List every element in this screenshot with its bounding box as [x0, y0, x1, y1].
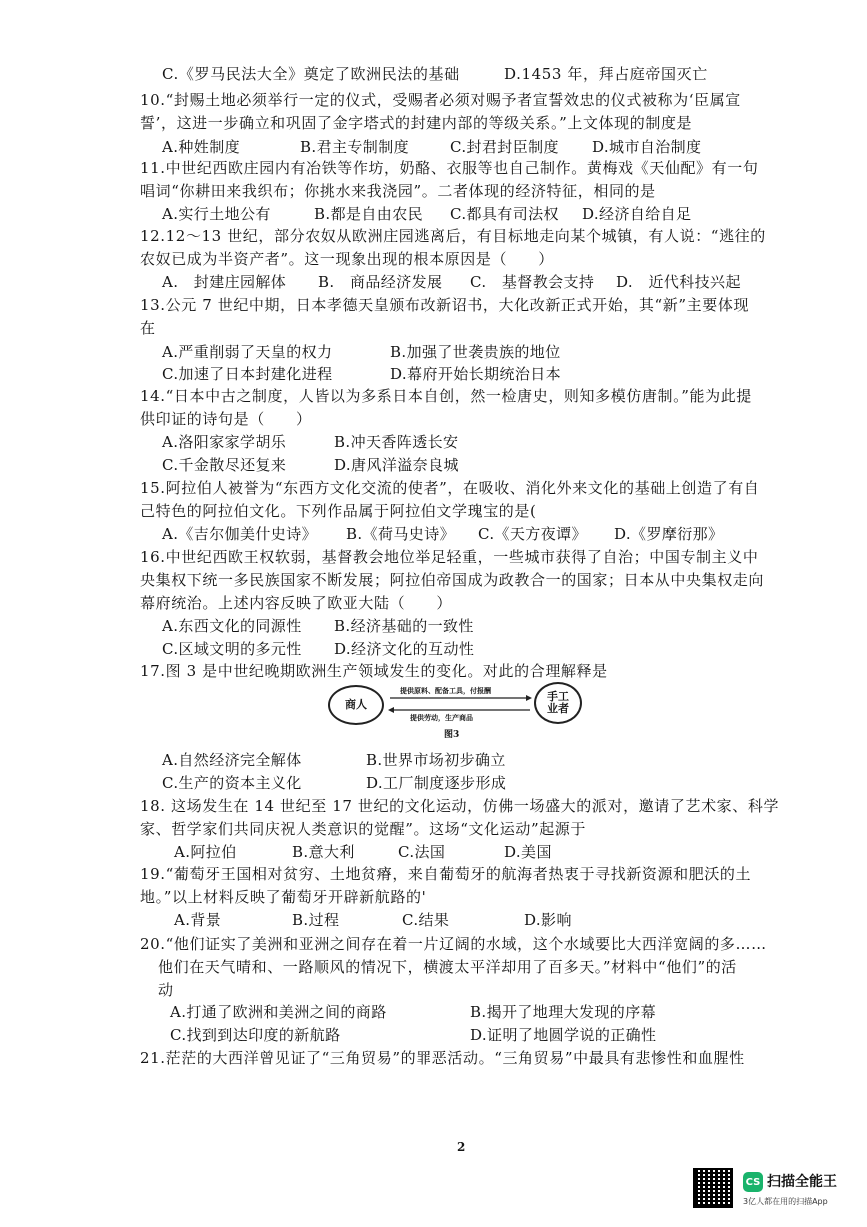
- q15-option-a: A.《吉尔伽美什史诗》: [162, 525, 318, 543]
- q16-option-a: A.东西文化的同源性: [162, 617, 302, 635]
- q19-option-b: B.过程: [292, 911, 340, 929]
- q10-option-b: B.君主专制制度: [300, 138, 409, 156]
- q12-stem-1: 12.12～13 世纪，部分农奴从欧洲庄园逃离后，有目标地走向某个城镇，有人说：“逃往的: [140, 227, 766, 245]
- qr-code-icon: [693, 1168, 733, 1208]
- artisan-node: 手工业者: [534, 682, 582, 724]
- q18-option-d: D.美国: [504, 843, 552, 861]
- q12-option-a: A. 封建庄园解体: [162, 273, 287, 291]
- page-number: 2: [457, 1140, 466, 1154]
- q13-option-a: A.严重削弱了天皇的权力: [162, 343, 333, 361]
- q18-option-a: A.阿拉伯: [174, 843, 237, 861]
- q11-stem-1: 11.中世纪西欧庄园内有冶铁等作坊，奶酪、衣服等也自己制作。黄梅戏《天仙配》有一句: [140, 159, 759, 177]
- q12-stem-2: 农奴已成为半资产者”。这一现象出现的根本原因是（ ）: [140, 250, 554, 268]
- watermark-slogan: 3亿人都在用的扫描App: [743, 1197, 828, 1206]
- q15-option-d: D.《罗摩衍那》: [614, 525, 724, 543]
- q19-option-a: A.背景: [174, 911, 222, 929]
- camscanner-logo-icon: CS: [743, 1172, 763, 1192]
- q10-option-c: C.封君封臣制度: [450, 138, 559, 156]
- q20-option-c: C.找到到达印度的新航路: [170, 1026, 341, 1044]
- q16-option-d: D.经济文化的互动性: [334, 640, 475, 658]
- q20-option-a: A.打通了欧洲和美洲之间的商路: [170, 1003, 387, 1021]
- q12-option-d: D. 近代科技兴起: [616, 273, 741, 291]
- q20-option-b: B.揭开了地理大发现的序幕: [470, 1003, 656, 1021]
- q13-stem-2: 在: [140, 319, 156, 337]
- q21-stem-1: 21.茫茫的大西洋曾见证了“三角贸易”的罪恶活动。“三角贸易”中最具有悲惨性和血腥性: [140, 1049, 745, 1067]
- q20-stem-1: 20.“他们证实了美洲和亚洲之间存在着一片辽阔的水域，这个水域要比大西洋宽阔的多……: [140, 935, 767, 953]
- q19-option-c: C.结果: [402, 911, 450, 929]
- q16-stem-1: 16.中世纪西欧王权软弱，基督教会地位举足轻重，一些城市获得了自治；中国专制主义中: [140, 548, 759, 566]
- q19-option-d: D.影响: [524, 911, 572, 929]
- q14-stem-2: 供印证的诗句是（ ）: [140, 410, 312, 428]
- q12-option-b: B. 商品经济发展: [318, 273, 443, 291]
- q15-stem-2: 己特色的阿拉伯文化。下列作品属于阿拉伯文学瑰宝的是(: [140, 502, 537, 520]
- q16-stem-2: 央集权下统一多民族国家不断发展；阿拉伯帝国成为政教合一的国家；日本从中央集权走向: [140, 571, 765, 589]
- q9-option-c: C.《罗马民法大全》奠定了欧洲民法的基础: [162, 65, 460, 83]
- q19-stem-1: 19.“葡萄牙王国相对贫穷、土地贫瘠，来自葡萄牙的航海者热衷于寻找新资源和肥沃的土: [140, 865, 752, 883]
- q13-option-d: D.幕府开始长期统治日本: [390, 365, 562, 383]
- q16-option-c: C.区域文明的多元性: [162, 640, 302, 658]
- q12-option-c: C. 基督教会支持: [470, 273, 595, 291]
- q17-option-b: B.世界市场初步确立: [366, 751, 506, 769]
- merchant-node: 商人: [328, 685, 384, 725]
- q13-stem-1: 13.公元 7 世纪中期，日本孝德天皇颁布改新诏书，大化改新正式开始，其“新”主要体现: [140, 296, 750, 314]
- q20-option-d: D.证明了地圆学说的正确性: [470, 1026, 657, 1044]
- figure-caption: 图3: [444, 730, 460, 740]
- q19-stem-2: 地。”以上材料反映了葡萄牙开辟新航路的': [140, 888, 427, 906]
- q10-stem-1: 10.“封赐土地必须举行一定的仪式，受赐者必须对赐予者宣誓效忠的仪式被称为‘臣属宣: [140, 91, 741, 109]
- q9-option-d: D.1453 年，拜占庭帝国灭亡: [504, 65, 708, 83]
- scanner-watermark: [693, 1168, 853, 1216]
- q14-option-c: C.千金散尽还复来: [162, 456, 287, 474]
- q10-stem-2: 誓’，这进一步确立和巩固了金字塔式的封建内部的等级关系。”上文体现的制度是: [140, 114, 693, 132]
- q16-stem-3: 幕府统治。上述内容反映了欧亚大陆（ ）: [140, 594, 453, 612]
- q20-stem-3: 动: [158, 981, 174, 999]
- q18-option-b: B.意大利: [292, 843, 355, 861]
- q13-option-b: B.加强了世袭贵族的地位: [390, 343, 561, 361]
- q20-stem-2: 他们在天气晴和、一路顺风的情况下，横渡太平洋却用了百多天。”材料中“他们”的活: [158, 958, 737, 976]
- q11-stem-2: 唱词“你耕田来我织布；你挑水来我浇园”。二者体现的经济特征，相同的是: [140, 182, 656, 200]
- q14-stem-1: 14.“日本中古之制度，人皆以为多系日本自创，然一检唐史，则知多模仿唐制。”能为此提: [140, 387, 752, 405]
- q17-option-d: D.工厂制度逐步形成: [366, 774, 507, 792]
- top-arrow-label: 提供原料、配备工具，付报酬: [400, 686, 491, 695]
- q15-option-b: B.《荷马史诗》: [346, 525, 455, 543]
- q14-option-d: D.唐风洋溢奈良城: [334, 456, 459, 474]
- q11-option-d: D.经济自给自足: [582, 205, 692, 223]
- q10-option-a: A.种姓制度: [162, 138, 241, 156]
- q11-option-c: C.都具有司法权: [450, 205, 559, 223]
- figure-3: [322, 680, 588, 740]
- watermark-brand: 扫描全能王: [767, 1174, 837, 1190]
- q14-option-b: B.冲天香阵透长安: [334, 433, 459, 451]
- q14-option-a: A.洛阳家家学胡乐: [162, 433, 287, 451]
- q15-stem-1: 15.阿拉伯人被誉为“东西方文化交流的使者”，在吸收、消化外来文化的基础上创造了有自: [140, 479, 760, 497]
- q15-option-c: C.《天方夜谭》: [478, 525, 587, 543]
- q13-option-c: C.加速了日本封建化进程: [162, 365, 333, 383]
- q18-stem-2: 家、哲学家们共同庆祝人类意识的觉醒”。这场“文化运动”起源于: [140, 820, 587, 838]
- q18-stem-1: 18. 这场发生在 14 世纪至 17 世纪的文化运动，仿佛一场盛大的派对，邀请了艺术家、科学: [140, 797, 780, 815]
- q11-option-a: A.实行土地公有: [162, 205, 271, 223]
- q17-option-a: A.自然经济完全解体: [162, 751, 302, 769]
- q16-option-b: B.经济基础的一致性: [334, 617, 474, 635]
- q18-option-c: C.法国: [398, 843, 446, 861]
- q11-option-b: B.都是自由农民: [314, 205, 423, 223]
- q17-option-c: C.生产的资本主义化: [162, 774, 302, 792]
- q10-option-d: D.城市自治制度: [592, 138, 702, 156]
- q17-stem-1: 17.图 3 是中世纪晚期欧洲生产领域发生的变化。对此的合理解释是: [140, 662, 608, 680]
- bottom-arrow-label: 提供劳动，生产商品: [410, 713, 473, 722]
